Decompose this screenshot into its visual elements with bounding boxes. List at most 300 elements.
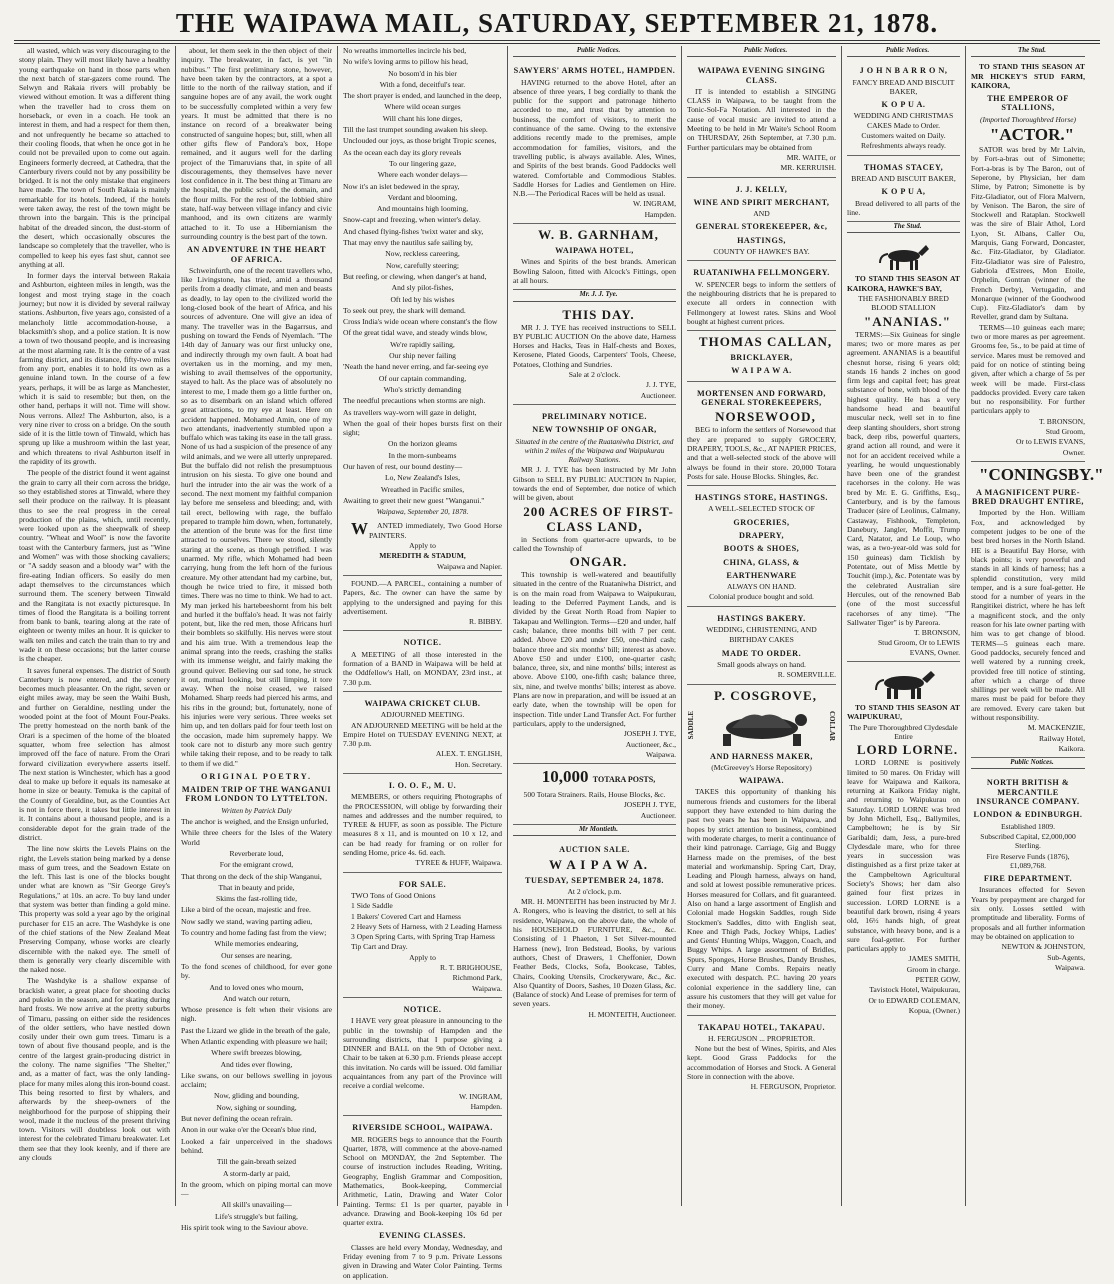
forsale-item: Tip Cart and Dray. [351,942,408,952]
hastings-item: EARTHENWARE [726,570,797,580]
story-title: AN ADVENTURE IN THE HEART OF AFRICA. [187,245,326,264]
article-paragraph: all wasted, which was very discouraging to the stony plain. They will most likely have a healthy young earthquake on hand in those parts when the next batch of star-gazers come round. The Selwyn and Rakaia rivers will probably be viewed without emotion. It was a different thing when the traveller had to cross them on horseback, or even in a coach. He took an interest in them, and had a respect for them then, and not unfrequently he became so attached to their cooling floods, that when he once got in he could not be prevailed upon to come out again. Engineers formerly decreed, at Cathedra, that the Canterbury rivers could not by any possibility be bridged. It is not the only mistake that engineers have made. The town of South Rakaia is mainly remarkable for its hotels. Indeed, if the hotels were taken away, the rest of the town might be thrown into the bargain. This is the principal habitat of the dreaded sincon, the dust-storm of the desert, which occasionally obscures the landscape so completely that the traveller, who is compelled to keep his eyes fast shut, cannot see anything at all. [19,46,170,269]
ad-ananias [847,235,960,662]
poem-line: To country and home fading fast from the view; [181,928,327,938]
poem-line: To our lingering gaze, [389,158,456,168]
poem-continued [343,46,502,505]
lorne-hotel: Tavistock Hotel, Waipukurau, [869,985,960,995]
poem-line: 'Neath the hand never erring, and far-seeing eye [343,362,489,372]
poem-line: Cross India's wide ocean where constant's the flow [343,317,498,327]
ins-subtitle: LONDON & EDINBURGH. [973,810,1083,820]
school-text: MR. ROGERS begs to announce that the Fourth Quarter, 1878, will commence at the above-named School on MONDAY, the 2nd September. The course of instruction includes Reading, Writing, Geography, English Grammar and Composition, Mathematics, Book-keeping, Commercial Arithmetic, Latin, Drawing and Water Color Painting. Terms: £1 1s per quarter, payable in advance. Drawing and Book-keeping 10s 6d per quarter extra. [343,1134,502,1228]
ad-callan [687,331,836,382]
kelly-trade: WINE AND SPIRIT MERCHANT, [693,197,830,207]
poem-line: And tides ever flowing, [220,1059,293,1069]
takapau-proprietor: H. FERGUSON ... PROPRIETOR. [707,1033,816,1043]
actor-subtitle-2: (Imported Thoroughbred Horse) [980,114,1076,124]
forsale-item: 1 Bakers' Covered Cart and Harness [351,911,461,921]
column-7 [966,46,1104,1206]
fire-signature: NEWTON & JOHNSTON, [1001,942,1085,952]
ongar-signature: JOSEPH J. TYE, [623,729,676,739]
poem-line: That may envy the nautilus safe sailing by, [343,238,473,248]
actor-owner-role: Owner. [1062,447,1085,457]
singing-title: WAIPAWA EVENING SINGING CLASS. [697,66,826,85]
barron-place: K O P U A. [881,100,926,110]
poem-line: Now, gliding and bounding, [214,1091,299,1101]
section-label: Public Notices. [687,46,836,57]
ins-capital: Subscribed Capital, £2,000,000 Sterling. [980,831,1076,851]
poem-line: The needful precautions when storms are nigh. [343,396,486,406]
column-5 [682,46,842,1206]
poem-line: We're rapidly sailing, [390,339,455,349]
ad-band-notice [343,631,502,691]
poem-line: Now sadly we stand, waving parting adieu, [181,916,313,926]
poem-line: Our haven of rest, our bound destiny— [343,461,463,471]
ad-found-text: FOUND.—A PARCEL, containing a number of Papers, &c. The owner can have the same by applying to the undersigned and paying for this advertisement. [343,578,502,616]
evening-text: Classes are held every Monday, Wednesday, and Friday evening from 7 to 9 p.m. Private Lessons given in Drawing and Water Color Painting. Terms on application. [343,1242,502,1280]
sawyers-title: SAWYERS' ARMS HOTEL, HAMPDEN. [513,66,676,76]
ananias-signature: T. BRONSON, [913,628,960,638]
poem-line: That in beauty and pride, [218,882,295,892]
takapau-title: TAKAPAU HOTEL, TAKAPAU. [697,1022,826,1032]
ad-cricket [343,692,502,774]
poem-line: For the emigrant crowd, [219,860,294,870]
callan-place: W A I P A W A. [731,366,792,376]
ad-iofm [343,774,502,873]
masthead-rule-bottom [14,43,1100,44]
posts-signature: JOSEPH J. TYE, [623,800,676,810]
poem-line: A storm-darly ar paid, [222,1168,291,1178]
section-label-montieth: Mr Montieth. [513,825,676,836]
poem-line: All skill's unavailing— [221,1200,292,1210]
hastings-note: Colonial produce bought and sold. [709,592,814,602]
garnham-name: W. B. GARNHAM, [538,227,659,243]
poem-dateline: Waipawa, September 20, 1878. [376,507,469,517]
garnham-hotel: WAIPAWA HOTEL, [555,246,634,256]
hastings-item: GROCERIES, [733,517,790,527]
ad-dinner-notice [343,998,502,1116]
cosgrove-place: WAIPAWA. [738,776,784,786]
lorne-groom: Groom in charge. [906,964,960,974]
article-paragraph: The line now skirts the Levels Plains on the right, the Levels station being marked by a dense mass of gum trees, and the Seadown Estate on the left. This last is one of the blocks bought under what are known as "Sir George Grey's Regulations," at 10s. an acre. To buy land under that system was better than finding a gold mine. This property was sold a year ago by the original purchaser for £15 an acre. The Washdyke is one of the chief stations of the New Zealand Meat Preserving Company, whose works are clearly discernible with the naked eye. The smell of them is generally very clearly discernible with the naked nose. [19,844,170,975]
story-paragraph: Schweinfurth, one of the recent travellers who, like Livingstone, has tried, amid a thousand perils from a deadly climate, and men and beasts as deadly, to lay open to the civilized world the long-closed book of the heart of Africa, and his sources of adventure. One will give an idea of many. The traveller was in the Bagarrsus, and pushing on toward the Fends of Nyemlach. "The 14th day of January was our first unlucky one, and indirectly through my own fault. A boat had overtaken us in the morning, and my men, wishing to avail themselves of the opportunity, stayed to halt. As the place was of absolutely no interest to me, I made them go a little further on, so as to disembark on an island which offered great attractions, to my eye at least. Here on accident happened. Mohamed Amin, one of my two attendants, inadvertently stumbled upon a buffalo which was taking its ease in the tall grass. None of us had a suspicion of the presence of any wild animals, and we were all utterly unprepared. But the buffalo did not relish the presumptuous intrusion on his siesta. To give one bound and hurl the intruder into the air was the work of a second. The next moment my faithful companion lay before me senseless and bleeding; and, with tail erect, bellowing with rage, the buffalo prepared to trample him down, when, fortunately, the attention of the brute was for the first time attracted to ourselves. There we stood, silently staring at the scene, as though petrified. I was unarmed. My rifle, which Mohamed had been carrying, hung from the left horn of the furious creature. My other attendant had my carbine, but, though he twice tried to fire, it missed both times. There was no time to think. We had to act. My man jerked his hartebeeshornt from his belt and hurled it the buffalo's head. It was not fairly potent, but, like the red men, those Africans hurl their bomblets so skilfully. His nerves were stout and his aim true. With a tremendous leap the animal sprang into the reeds, crashing the stalks with its immense weight, and fairly making the ground quiver. Believing our sad tone, he struck it out, mutual looking, but still limping, it tore away. When the noise ceased, we raised Mohamed. Sharp reeds had pierced his arms, and his ribs in the ground; but, fortunately, none of his injuries were very serious. Three weeks set him up, and ten dollars paid for four teeth lost on the occasion, made him supremely happy. We took care not to disturb any more such gentry while taking their repose, and to be ready to talk to them if we did." [181,265,332,768]
fell-title: RUATANIWHA FELLMONGERY. [693,268,830,278]
poem-line: Now, reckless careering, [385,249,460,259]
ad-found [343,576,502,631]
poem-line: Verdant and blooming, [387,192,458,202]
ad-garnham [513,224,676,290]
coningsby-signature: M. MACKENZIE, [1027,723,1085,733]
ad-found-signature: R. BIBBY. [469,617,502,627]
takapau-text: None but the best of Wines, Spirits, and Ales kept. Good Grass Paddocks for the accommodation of Horses and Stock. A General Store in connection with the above. [687,1044,836,1082]
poem-line: No wreaths immortelles incircle his bed, [343,46,467,55]
poem-line: Oft led by his wishes [390,294,455,304]
poem-line: As travellers way-worn will gaze in delight, [343,407,477,417]
poem-line: And watch our return, [222,993,291,1003]
ananias-text: TERMS:—Six Guineas for single mares; two or more mares as per agreement. ANANIAS is a beautiful chesnut horse, rising 6 years old; stands 16 hands 2 inches on good firm legs and capital feet; has great substance of bone, with blood of the highest quality. He has a very handsome head and beautiful muscular neck, well set in to fine deep slanting shoulders, short strong back, deep ribs, powerful quarters, grand action all round, and were it not for an accident received while a yearling, he would unquestionably have been one of the grandest racehorses in the colony. He was bred by Mr. E. G. Griffiths, Esq., Canterbury, and is by the famous Traducer (sire of Leolinus, Calmany, Castaway, Fishhook, Templeton, Danebury, Jangler, Moffit, Trump Card, Natator, and Le Loup, who was, as a two-year-old was sold for 150 guineas) dam Ticklish by Potentate, out of Miss Mettle by Touchit (imp.), &c. Potentate was by the celebrated Australian sire Hercules, out of the renowned Bab (one of the most successful racehorses of any time). "The Sallwater Tiger" is by Pareora. [847,329,960,627]
cricket-subtitle: ADJOURNED MEETING. [380,710,465,720]
ad-insurance [971,771,1085,976]
barron-name: J O H N B A R R O N, [859,66,948,76]
stacey-name: THOMAS STACEY, [863,162,944,172]
poem-line: Will chant his lone dirges, [382,113,463,123]
poem-line: His spirit took wing to the Saviour above. [181,1223,308,1233]
ad-wanted [343,518,502,575]
kelly-county: COUNTY OF HAWKE'S BAY. [713,247,810,257]
ananias-owner: Stud Groom, Or to LEWIS EVANS, Owner. [877,638,960,657]
auction-place: W A I P A W A. [549,856,648,872]
poem-line: No bosom'd in his bier [388,68,457,78]
ad-kelly [687,178,836,262]
hastings-item: ALWAYS ON HAND. [727,582,796,592]
prelim-title: PRELIMINARY NOTICE. [542,411,647,421]
ad-auction-sale [513,838,676,1023]
cosgrove-address: (McGreevey's Horse Repository) [711,762,812,772]
poem-line: To seek out prey, the shark will demand. [343,305,466,315]
poem-line: To the fond scenes of childhood, for ever gone by. [181,961,332,981]
ad-cosgrove [687,685,836,1016]
ad-actor [971,59,1085,462]
ad-hastings-bakery [687,607,836,685]
forsale-apply: Apply to [409,952,436,962]
poem-line: Life's struggle's but failing, [215,1211,298,1221]
poem-title: MAIDEN TRIP OF THE WANGANUI FROM LONDON TO LYTTELTON. [181,785,332,804]
poem-line: Unclouded our joys, as those bright Tropic scenes, [343,136,497,146]
actor-intro: TO STAND THIS SEASON AT MR HICKEY'S STUD FARM, KAIKORA, [971,62,1085,90]
poem-line: While three cheers for the Isles of the Watery World [181,828,332,847]
poem-line: Anon in our wake o'er the Ocean's blue rind, [181,1125,317,1135]
hastings-title: HASTINGS STORE, HASTINGS. [695,493,828,503]
ad-wanted-name: MEREDITH & STADUM, [379,551,466,561]
auction-date: TUESDAY, SEPTEMBER 24, 1878. [525,875,664,885]
cosgrove-banner [687,704,836,748]
barron-line: Customers waited on Daily. [861,131,946,141]
poem-line: Like swans, on our bellows swelling in joyous acclaim; [181,1070,332,1090]
ad-sawyers-arms [513,59,676,224]
poem-line: Wreathed in Pacific smiles, [380,484,465,494]
ad-ongar [513,405,676,764]
masthead-title: THE WAIPAWA MAIL, SATURDAY, SEPTEMBER 21, 1878. [175,8,939,38]
ad-hastings-store [687,486,836,607]
cosgrove-text: TAKES this opportunity of thanking his numerous friends and customers for the liberal support they have extended to him during the past two years he has been in Waipawa, and hopes by strict attention to business, combined with moderate charges, to merit a continuance of their kind patronage. Carriage, Gig and Buggy Harness made on the premises, of the best material and workmanship. Spring Cart, Dray, Leading and Plough harness, always on hand, and sold at lowest possible remunerative prices. Horses measured for Collars, and fit guaranteed. Also on hand a large assortment of English and Colonial made Hogskin Saddles, rough Side Stockmen's Saddles, ditto with English seat, Knee and Thigh Pads, Jockey Whips, Ladies' and Gents' Hunting Whips, Waggon, Coach, and Buggy Whips. A large assortment of Bridles, Spurs, Sponges, Horse Brushes, Dandy Brushes, Curry and Mane Combs. Repairs neatly executed with despatch. P.C. having 20 years colonial experience in the saddlery line, can assure his customers that they will get value for their money. [687,787,836,1011]
lorne-subtitle: The Pure Thoroughbred Clydesdale Entire [849,722,958,741]
column-1 [14,46,176,1206]
section-label-stud: The Stud. [971,46,1085,57]
masthead-rule-top [14,40,1100,41]
actor-name: "ACTOR." [989,125,1075,145]
poem-line: Snow-capt and freezing, when winter's delay. [343,215,481,225]
posts-text: 500 Totara Strainers. Rails, House Blocks, &c. [523,790,666,800]
takapau-signature: H. FERGUSON, Proprietor. [750,1082,836,1092]
bakery-line: Small goods always on hand. [717,659,806,669]
ongar-acres: 200 ACRES OF FIRST-CLASS LAND, [523,503,674,534]
poem-line: No wife's loving arms to pillow his head, [343,57,468,67]
poem-line: Till the last trumpet sounding awaken his sleep. [343,125,488,135]
notice2-title: NOTICE. [403,1004,442,1014]
poem-line: Of the great tidal wave, and steady winds blow, [343,328,488,338]
bakery-line: WEDDING, CHRISTENING, AND [706,625,817,635]
ad-singing-class [687,59,836,177]
lorne-text: LORD LORNE is positively limited to 50 mares. On Friday will leave for Waipawa and Kaikora, returning at Kaikora Friday night, and returning to Waipukurau on Saturday. LORD LORNE was bred by John Michell, Esq., Ballymiles, Campbeltown; he is by Sir Garibaldi; dam, Jess, a pure-bred Clydesdale mare, who for three years in succession was distinguished as a first prize taker at the Campbeltown Agricultural Society's Shows; her dam also gained four first prizes in succession. LORD LORNE is a beautiful dark brown, rising 4 years old, 16½ hands high, of great substance, with heavy bone, and is a sure foal-getter. For further particulars apply to [847,758,960,954]
actor-subtitle: THE EMPEROR OF STALLIONS, [987,94,1069,113]
saddle-harness-icon [707,704,817,748]
masthead [0,6,1114,40]
poem-line: Where wild ocean surges [384,102,461,112]
article-paragraph: The people of the district found it went against the grain to carry all their corn across the bridge, so they established stores at Tinwald, where they sell their produce on the railway. It is pleasant thus to see the real progress in the cereal production of the plains, which, until recently, were looked upon as the sheepwalk of sheep country. "Wheat and Wool" is now the favorite toast with the Canterbury farmers, just as "Wine and Women" was with those shocking cavaliers; or "A saddy season and a bloody war" with the fire-eating Indian officers. So easily do men adapt themselves to the circumstances which surround them. The scenery between Tinwald and the Rangitata is not exactly picturesque. In times of flood the Rangitata is a boiling torrent from bank to bank, tearing along at the rate of eighteen or twenty miles an hour. It is quicker to walk ten miles and catch the train than to try and wade it on these occasions; but the latter course is the cheaper. [19,468,170,664]
actor-role: Stud Groom, [1045,426,1085,436]
poem-line: In the groom, which on piping mortal can move— [181,1179,332,1199]
poem-line: When Atlantic expending with pleasure we hail; [181,1036,328,1046]
notice2-text: I HAVE very great pleasure in announcing to the public in the township of Hampden and the surrounding districts, that I purpose giving a DINNER and BALL on the 9th of October next. Chair to be taken at 6.30 p.m. Friends please accept this invitation. No cards will be issued. Old familiar acquaintances from any part of the Province will receive a cordial welcome. [343,1016,502,1091]
ad-riverside-school [343,1116,502,1284]
auction-title: AUCTION SALE. [559,845,630,855]
poem-line: On the horizon gleams [388,439,457,449]
ad-lord-lorne [847,662,960,1019]
forsale-town: Waipawa. [472,983,502,993]
ad-totara-posts [513,764,676,825]
poem-line: Awaiting to greet their new guest "Wanganui." [343,495,485,505]
actor-signature: T. BRONSON, [1038,416,1085,426]
ad-coningsby [971,462,1104,758]
cosgrove-name: P. COSGROVE, [714,687,817,703]
poem-line: While memories endearing, [214,939,299,949]
bakery-line: BIRTHDAY CAKES [729,635,794,645]
school-title: RIVERSIDE SCHOOL, WAIPAWA. [352,1123,493,1133]
iofm-text: MEMBERS, or others requiring Photographs of the PROCESSION, will oblige by forwarding their names and addresses and the number required, to TYREE & HUFF, as soon as possible. The Picture measures 8 x 11, and is mounted on 10 x 12, and can be had ready for framing or on roller for sending Home, price 4s. 6d. each. [343,792,502,858]
lorne-contact: PETER GOW, [915,975,960,985]
mort-place: NORSEWOOD, [715,409,816,425]
draught-horse-icon [869,668,939,700]
hastings-item: BOOTS & SHOES, [723,544,800,554]
ad-barron [847,59,960,155]
article-paragraph: about, let them seek in the then object of their inquiry. The breakwater, in fact, is yet "in nubibus." The first preliminary stone, however, have been taken by the contractors, at a spot a little to the north of the railway station, and if sanguine hopes are of any avail, the work ought to be successfully completed within a very few years. It must be admitted that there is no instance on record of a breakwater being constructed of sanguine hopes; but, still, when all other gifts flew of Pandora's box, Hope remained, and it augurs well for the darling project of the Timaruvians that, in spite of all discouragements, they themselves have never lost confidence in it. The best thing at Timaru are the hospital, the public school, the domain, and the flour mills. For the rest of the lobbied shire state, half-way between village infancy and civic manhood, and its own citizens are warmly attached to it. To use a Hibernianism the surrounding country is the best part of the town. [181,46,332,241]
poem-line: Now, carefully steering; [385,260,460,270]
columns [14,46,1104,1280]
ins-title: NORTH BRITISH & MERCANTILE INSURANCE COMPANY. [976,778,1080,807]
cosgrove-side-left: SADDLE [687,711,695,740]
kelly-trade-2: GENERAL STOREKEEPER, &c, [695,222,828,232]
hastings-item: DRAPERY, [738,530,785,540]
barron-line: Refreshments always ready. [861,141,946,151]
coningsby-text: Imported by the Hon. William Fox, and acknowledged by competent judges to be one of the best bred horses in the North Island. HE is a Beautiful Bay Horse, with black points; is very powerful and stands in all kinds of harness; has a splendid constitution, very mild temper, and is a sure foal-getter. He stood for a number of years in the Rangitikei district, where he has left a magnificent stock, and the only reason for his late owner parting with him was to get change of blood. TERMS—5 guineas each mare. Good paddocks, securely fenced and well watered by a running creek, provided free till notice of stinting, after which a charge of three shillings per week will be made. All mares must be paid for before they are removed. Every care taken but without responsibility. [971,508,1085,722]
column-6 [842,46,966,1206]
ad-mortensen [687,382,836,486]
poem-line: Lo, New Zealand's Isles, [385,473,460,483]
singing-contact-2: MR. KERRUISH. [780,163,836,173]
forsale-title: FOR SALE. [398,879,447,889]
poem [181,817,332,1232]
callan-name: THOMAS CALLAN, [698,334,833,350]
cricket-title: WAIPAWA CRICKET CLUB. [364,698,481,708]
poem-line: Till the gain-breath seized [216,1157,297,1167]
poem-line: Where swift breezes blowing, [211,1048,302,1058]
section-label: Public Notices. [513,46,676,57]
ad-fellmongery [687,261,836,331]
notice-title: NOTICE. [403,638,442,648]
auction-time: At 2 o'clock, p.m. [567,886,622,896]
lorne-name: LORD LORNE. [856,742,959,758]
singing-contact-1: MR. WAITE, or [786,152,836,162]
lorne-owner-place: Kopua, (Owner.) [908,1005,960,1015]
forsale-signature: R. T. BRIGHOUSE, [440,963,502,973]
column-3 [338,46,508,1280]
posts-role: Auctioneer. [640,810,676,820]
poem-line: Of our captain commanding, [378,373,467,383]
iofm-title: I. O. O. F., M. U. [388,781,457,790]
ad-for-sale [343,873,502,998]
auction-signature: H. MONTEITH, Auctioneer. [588,1009,676,1019]
lorne-intro: TO STAND THIS SEASON AT WAIPUKURAU, [847,703,960,722]
mort-text: BEG to inform the settlers of Norsewood that they are prepared to supply GROCERY, DRAPERY, TOOLS, &c., AT NAPIER PRICES, and that a well-selected stock of the above will always be found in their store. 20,000 Totara Posts for sale. House Blocks. Shingles, &c. [687,425,836,481]
fell-text: W. SPENCER begs to inform the settlers of the neighbouring districts that he is prepared to execute all orders in connection with Fellmongery at lowest rates. Skins and Wool bought at highest current prices. [687,279,836,326]
forsale-item: TWO Tons of Good Onions [351,890,436,900]
poem-credit: Written by Patrick Daly [221,805,292,815]
notice-text: A MEETING of all those interested in the formation of a BAND in Waipawa will be held at the Oddfellow's Hall, on MONDAY, 23rd inst., at 7.30 p.m. [343,649,502,687]
kelly-name: J. J. KELLY, [735,184,788,194]
hastings-item: CHINA, GLASS, & [723,557,800,567]
poem-line: Whose presence is felt when their visions are nigh. [181,1005,332,1024]
thisday-title: THIS DAY. [562,306,635,322]
actor-owner: Or to LEWIS EVANS, [1015,437,1085,447]
cricket-signature-role: Hon. Secretary. [455,759,502,769]
evening-title: EVENING CLASSES. [379,1231,466,1241]
thisday-time: Sale at 2 o'clock. [568,370,621,380]
forsale-item: 1 Side Saddle [351,901,393,911]
sawyers-place: Hampden. [644,209,676,219]
notice2-signature: W. INGRAM, [459,1091,502,1101]
kelly-and: AND [753,209,770,219]
thisday-role: Auctioneer. [640,390,676,400]
poem-line: And mountains high looming, [376,204,469,214]
fire-role: Sub-Agents, [1047,952,1085,962]
poem-line: And chased flying-fishes 'twixt water and sky, [343,226,484,236]
barron-trade: FANCY BREAD AND BISCUIT BAKER, [852,77,955,96]
section-label: Public Notices. [847,46,960,57]
poem-line: Reverberate loud, [229,848,284,858]
bakery-title: HASTINGS BAKERY. [717,613,806,623]
poem-line: Now, sighing or sounding, [216,1102,297,1112]
cricket-text: AN ADJOURNED MEETING will be held at the Empire Hotel on TUESDAY EVENING NEXT, at 7.30 p.m. [343,720,502,749]
ananias-subtitle: THE FASHIONABLY BRED BLOOD STALLION [858,294,949,313]
poem-line: Now it's an islet bedewed in the spray, [343,181,460,191]
lorne-signature: JAMES SMITH, [908,954,960,964]
singing-text: IT is intended to establish a SINGING CLASS in Waipawa, to be taught from the Tonic-Sol-Fa Notation. All interested in the cause of vocal music are invited to attend a Meeting to be held in Mr Waite's School Room on THURSDAY, 26th September, at 7.30 p.m. Further particulars may be obtained from [687,86,836,152]
actor-terms: TERMS—10 guineas each mare; two or more mares as per agreement. Grooms fee, 5s., to be paid at time of service. Mares must be removed and paid for on notice of stinting being given, after which a charge of 5s per week will be made. First-class paddocks provided. Every care taken but no responsibility. For further particulars apply to [971,322,1085,416]
garnham-text: Wines and Spirits of the best brands. American Bowling Saloon, fitted with Alcock's Fittings, open at all hours. [513,257,676,285]
kelly-place: HASTINGS, [737,235,786,245]
callan-trade: BRICKLAYER, [730,353,793,363]
bakery-signature: R. SOMERVILLE. [777,670,836,680]
poem-line: With a fond, deceitful's tear. [379,79,466,89]
posts-label: TOTARA POSTS, [592,775,656,785]
ad-this-day [513,304,676,405]
iofm-signature: TYREE & HUFF, Waipawa. [415,858,502,868]
cosgrove-trade: AND HARNESS MAKER, [710,751,813,761]
fire-title: FIRE DEPARTMENT. [983,874,1073,884]
ins-established: Established 1809. [1001,821,1055,831]
column-2 [176,46,338,1233]
posts-count: 10,000 [541,767,589,787]
hastings-subtitle: A WELL-SELECTED STOCK OF [708,504,815,514]
mort-title: MORTENSEN AND FORWARD, GENERAL STOREKEEPERS, [697,388,826,408]
poem-line: Looked a fair unperceived in the shadows behind. [181,1136,332,1155]
article-paragraph: In former days the interval between Rakaia and Ashburton, eighteen miles in length, was the longest and most trying stage in the coach journey; but now it is divided by several railway stations. Ashburton, five years ago, consisted of a melancholy little accommodation-house, a blacksmith's shop, and a police station. It is now a town of two thousand people, and is increasing at the most alarming rate. It is the centre of a vast farming district, and its distance, fifty-two miles from any port, enables it to hold its own as a genuine inland town. In the course of a few years, perhaps, it will be as large as Manchester, which it is said to resemble; but then, on the other hand, perhaps it will not. Time will show. Nous verrons. Allez! The Ashburton, also, is a very nine river to cross on a bridge. On the south side of it is the little town of Tinwald, which has sprung up like a mushroom within the last year, and which threatens to rival Ashburton itself in the rapidity of its growth. [19,271,170,467]
poem-line: Our senses are nearing, [221,950,292,960]
lorne-owner: Or to EDWARD COLEMAN, [868,995,960,1005]
ongar-subtitle: Situated in the centre of the Ruataniwha District, and within 2 miles of the Waipawa and Waipukurau Railway Stations. [515,436,674,465]
fire-place: Waipawa. [1055,962,1085,972]
section-label-notices: Public Notices. [971,758,1085,769]
coningsby-place: Kaikora. [1058,743,1085,753]
notice2-place: Hampden. [470,1101,502,1111]
poem-line: Skims the fast-rolling tide, [216,894,297,904]
article-paragraph: It saves funeral expenses. The district of South Canterbury is now entered, and the scenery becomes much pleasanter. On the right, seven or eight miles away, may be seen the Waihi Bush, and further on Geraldine, nestling under the wooded point at the foot of Mount Four-Peaks. The pretty homestead on the north bank of the Orari is a specimen of the home of the bloated squatter, whom free selection has almost improved off the face of nature. From the Orari forward civilization everywhere asserts itself. The next station is Winchester, which has a good deal to make up before it equals its namesake at home in size or beauty. Temuka is the capital of the County of Geraldine, but, as the Counties Act is not in force there, it takes but little interest in it. It contains about a thousand people, and is a considerable depot for the grain trade of the district. [19,665,170,842]
stacey-place: K O P U A, [881,187,926,197]
sawyers-signature: W. INGRAM, [633,199,676,209]
poem-line: As the ocean each day its glory reveals [343,147,462,157]
poem-line: But never defining the ocean refrain. [181,1114,293,1124]
stacey-text: Bread delivered to all parts of the line. [847,198,960,217]
coningsby-subtitle: A MAGNIFICENT PURE-BRED DRAUGHT ENTIRE, [972,487,1084,507]
forsale-item: 2 Heavy Sets of Harness, with 2 Leading Harness [351,921,502,931]
poem-line: Like a bird of the ocean, majestic and free. [181,905,311,915]
ongar-title: NEW TOWNSHIP OF ONGAR, [532,425,657,435]
poem-line: Past the Lizard we glide in the breath of the gale, [181,1025,331,1035]
ad-wanted-text: WANTED immediately, Two Good Horse PAINTERS. [351,519,502,540]
section-label-stud: The Stud. [847,222,960,233]
poetry-heading: ORIGINAL POETRY. [200,771,313,781]
ananias-intro: TO STAND THIS SEASON AT KAIKORA, HAWKE'S BAY, [847,274,960,293]
auction-text: MR. H. MONTEITH has been instructed by Mr J. A. Rongers, who is leaving the district, to sell at his residence, Waipawa, on the above date, the whole of his HOUSEHOLD FURNITURE, &c., &c. Consisting of 1 Phaeton, 1 Set Silver-mounted Harness (new), Iron Bedstead, Books, by various authors, Chest of Drawers, 1 Cheffonier, Down Feather Beds, Clocks, Sofa, Bookcase, Tables, Chairs, Cooking Utensils, Crockeryware, &c., &c. Also Quantity of Doors, Sashes, 10 Dozen Glass, &c. (Balance of stock) And Lease of premises for term of seven years. [513,897,676,1009]
poem-line: And to loved ones who mourn, [209,982,304,992]
cosgrove-side-right: COLLAR [828,710,836,741]
ongar-text-3: This township is well-watered and beautifully situated in the centre of the Ruataniwha District, and is on the main road from Waipawa to Waipukurau, leading to the Deferred Payment Lands, and is divided by the Great North Road from Napier to Takapau and Wellington. Terms—£20 and under, half cash; balance, three months bill with 7 per cent. added. Above £20 and under £50, one-third cash; balance three and six months' bill; interest as above. Above £50 and under £100, one-quarter cash; balance, three, six, and nine months' bills; interest as above. Above £100, one-fifth cash; balance three, six, nine, and twelve months' bills; interest as above. Plans are now in preparation, and will be issued at an early date, when the township will be open for inspection. Title under Land Transfer Act. For further particulars, apply to the undersigned, [513,570,676,728]
ongar-text-2: in Sections from quarter-acre upwards, to be called the Township of [513,534,676,553]
poem-line: In the morn-sunbeams [388,450,457,460]
coningsby-hotel: Railway Hotel, [1039,733,1085,743]
forsale-item: 3 Open Spring Carts, with Spring Trap Harness [351,932,495,942]
posts-headline [513,767,676,789]
horse-icon [874,241,934,271]
bakery-line: MADE TO ORDER. [721,648,802,658]
poem-line: And sly pilot-fishes, [391,283,454,293]
poem-line: But reefing, or clewing, when danger's at hand, [343,271,487,281]
stacey-trade: BREAD AND BISCUIT BAKER, [851,173,956,183]
poem-line: Where each wonder delays— [377,170,468,180]
ad-wanted-apply: Apply to [409,541,436,551]
actor-text: SATOR was bred by Mr Lalvin, by Fort-a-bras out of Simonette; Fort-a-bras is by The Baron, out of Seperone, by Physician, her dam Slime, by Patron; Simonette is by Fitz-Gladiator, out of Flora Malvern, by Venison. The Baron, the sire of Stockwell and Rataplan. Stockwell was the sire of Blair Athol, Lord Lyon, St. Albans, Caller Ou, Marquis, Gang Forward, Doncaster, &c. Fitz-Gladiator, by Gladiator. Fitz-Gladiator was sire of Palestro, Gabriola d'Estrees, Mon Etoile, Orphelin, Gontran (winner of the French Derby), Vertugadin, and Monarque (winner of the Goodwood Cup). Fitz-Gladiator's dam by Reveller, grand dam by Sultana. [971,145,1085,322]
ongar-text: MR J. J. TYE has been instructed by Mr John Gibson to SELL BY PUBLIC AUCTION In Napier, towards the end of September, due notice of which will be given, about [513,465,676,503]
fire-text: Insurances effected for Seven Years by prepayment are charged for six only. Losses settled with promptitude and liberality. Forms of proposals and all further information may be obtained on application to [971,885,1085,941]
sawyers-text: HAVING returned to the above Hotel, after an absence of three years, I beg cordially to thank the public for the support and patronage hitherto accorded to me, and trust that by attention to business, the comfort of visitors, to merit the continuance of the same. Owing to the extensive additions recently made to the premises, ample accommodation for families, visitors, and the travelling public, is always available. Ales, Wines, and Spirits of the best brands. Good Paddocks well watered. Comfortable and Commodious Stables. Saddle Horses for Ladies and Gentlemen on Hire. N.B.—The Periodical Races will be held as usual. [513,77,676,199]
ongar-place: Waipawa. [646,749,676,759]
poem-line: The short prayer is ended, and launched in the deep, [343,91,502,101]
cricket-signature: ALEX. T. ENGLISH, [435,749,502,759]
poem-line: When the goal of their hopes bursts first on their sight; [343,418,502,438]
ongar-name: ONGAR. [569,554,628,570]
ad-wanted-place: Waipawa and Napier. [437,561,502,571]
article-paragraph: The Washdyke is a shallow expanse of brackish water, a great place for shooting ducks and pukeko in the season, and for skating during hard frosts. We now arrive at the pretty suburbs of Timaru, passing on either side the residences of the older settlers, who have nestled down cosily under their own gum trees. Timaru is a town of about five thousand people, and is the centre of the largest grain-producing district in the colony. The name signifies "The Shelter," and, as a matter of fact, was the only landing-place for many miles along this iron-bound coast. This being resorted to first by whalers, and afterwards by the sheep-owners of the neighborhood for the purpose of shipping their wool, made it the nucleus of the present thriving town. Visitors will doubtless look out with interest for the celebrated Timaru breakwater. Let them see that they look keenly, and if there are any clouds [19,976,170,1163]
ins-funds: Fire Reserve Funds (1876), £1,089,768. [986,851,1070,870]
ongar-role: Auctioneer, &c., [625,739,676,749]
poem-line: Our ship never failing [389,351,456,361]
column-4 [508,46,682,1206]
poem-line: Who's strictly demanding [383,384,462,394]
poem-line: The anchor is weighed, and the Ensign unfurled, [181,817,329,827]
ad-takapau-hotel [687,1016,836,1096]
ananias-name: "ANANIAS." [864,313,951,329]
coningsby-name: "CONINGSBY." [979,464,1104,484]
